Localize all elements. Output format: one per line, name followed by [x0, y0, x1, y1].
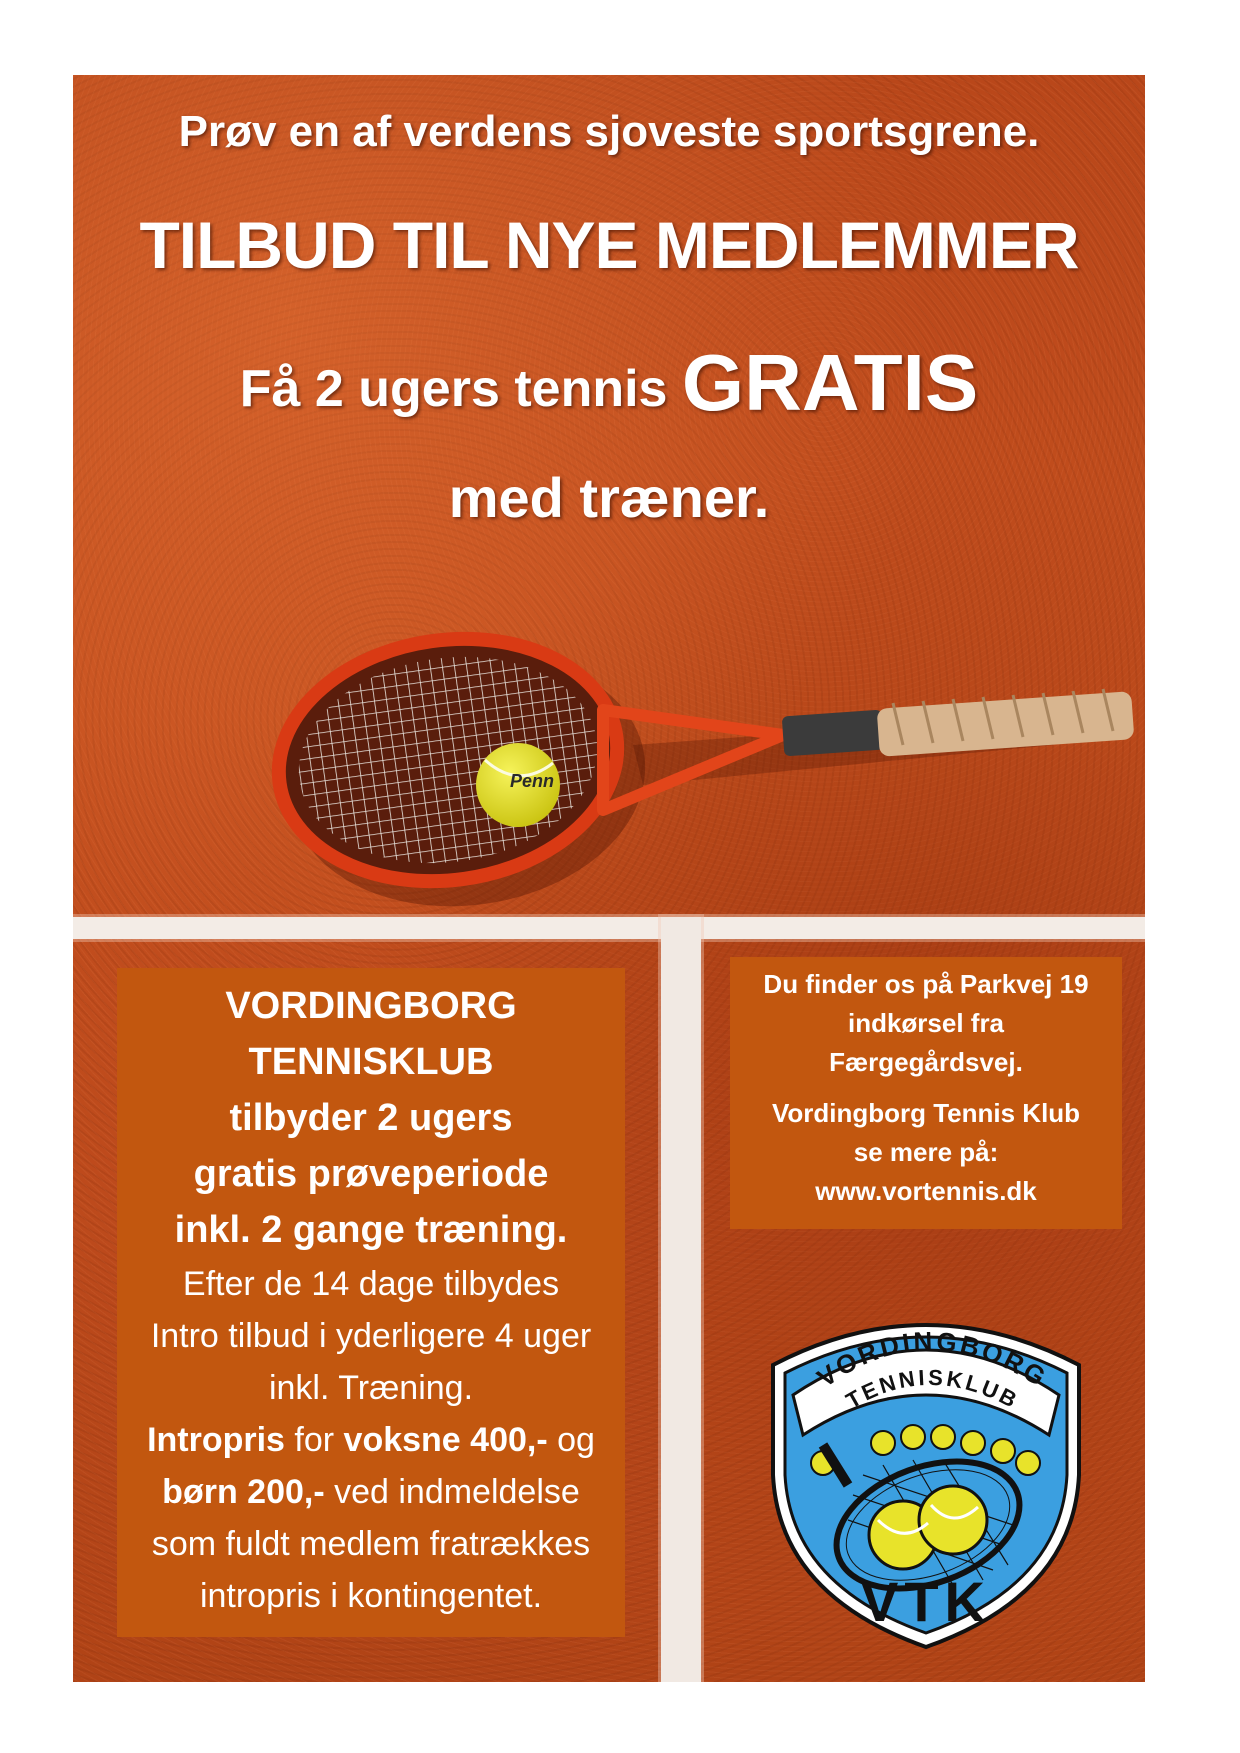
vtk-club-logo: [753, 1295, 1099, 1655]
flyer-poster: [73, 75, 1145, 1682]
ball-brand-text: Penn: [510, 771, 555, 791]
offer-after-line3: inkl. Træning.: [268, 1369, 474, 1407]
info-box: [730, 957, 1122, 1229]
price-and-text: og: [547, 1421, 595, 1459]
headline-offer-title: TILBUD TIL NYE MEDLEMMER: [139, 208, 1079, 282]
offer-line5: inkl. 2 gange træning.: [174, 1209, 568, 1251]
offer-closing-line2: intropris i kontingentet.: [199, 1577, 543, 1615]
headline-tagline: Prøv en af verdens sjoveste sportsgrene.: [178, 107, 1040, 156]
info-address: Du finder os på Parkvej 19: [763, 969, 1089, 999]
court-line-vertical: [661, 917, 701, 1682]
price-enrolment-text: ved indmeldelse: [324, 1473, 580, 1511]
headline-free-weeks: [73, 337, 1145, 429]
info-website-link[interactable]: www.vortennis.dk: [815, 1176, 1037, 1206]
logo-arc-bottom: TENNISKLUB: [841, 1364, 1024, 1414]
headline-free-weeks-prefix: Få 2 ugers tennis: [239, 360, 668, 418]
price-adults: voksne 400,-: [343, 1421, 548, 1459]
offer-after-line1: Efter de 14 dage tilbydes: [182, 1265, 560, 1303]
offer-box: [117, 968, 625, 1637]
info-road: Færgegårdsvej.: [829, 1047, 1023, 1077]
tennis-racket-illustration: [263, 595, 1145, 915]
logo-initials: VTK: [861, 1570, 991, 1633]
info-club-name: Vordingborg Tennis Klub: [771, 1098, 1081, 1128]
offer-club-line2: TENNISKLUB: [248, 1041, 494, 1083]
offer-price-line1: [117, 1414, 625, 1466]
headline-with-coach: med træner.: [448, 466, 770, 529]
offer-line4: gratis prøveperiode: [193, 1153, 549, 1195]
price-children: børn 200,-: [162, 1473, 325, 1511]
court-line-horizontal: [73, 917, 1145, 939]
headline-gratis: GRATIS: [681, 338, 979, 427]
offer-after-line2: Intro tilbud i yderligere 4 uger: [150, 1317, 592, 1355]
offer-price-line2: [117, 1466, 625, 1518]
info-entrance: indkørsel fra: [847, 1008, 1005, 1038]
offer-line3: tilbyder 2 ugers: [229, 1097, 513, 1139]
info-see-more: se mere på:: [853, 1137, 999, 1167]
price-intropris: Intropris: [147, 1421, 285, 1459]
offer-closing-line1: som fuldt medlem fratrækkes: [151, 1525, 591, 1563]
price-for-text: for: [284, 1421, 344, 1459]
offer-club-line1: VORDINGBORG: [225, 985, 517, 1027]
logo-arc-top: VORDINGBORG: [811, 1325, 1054, 1394]
